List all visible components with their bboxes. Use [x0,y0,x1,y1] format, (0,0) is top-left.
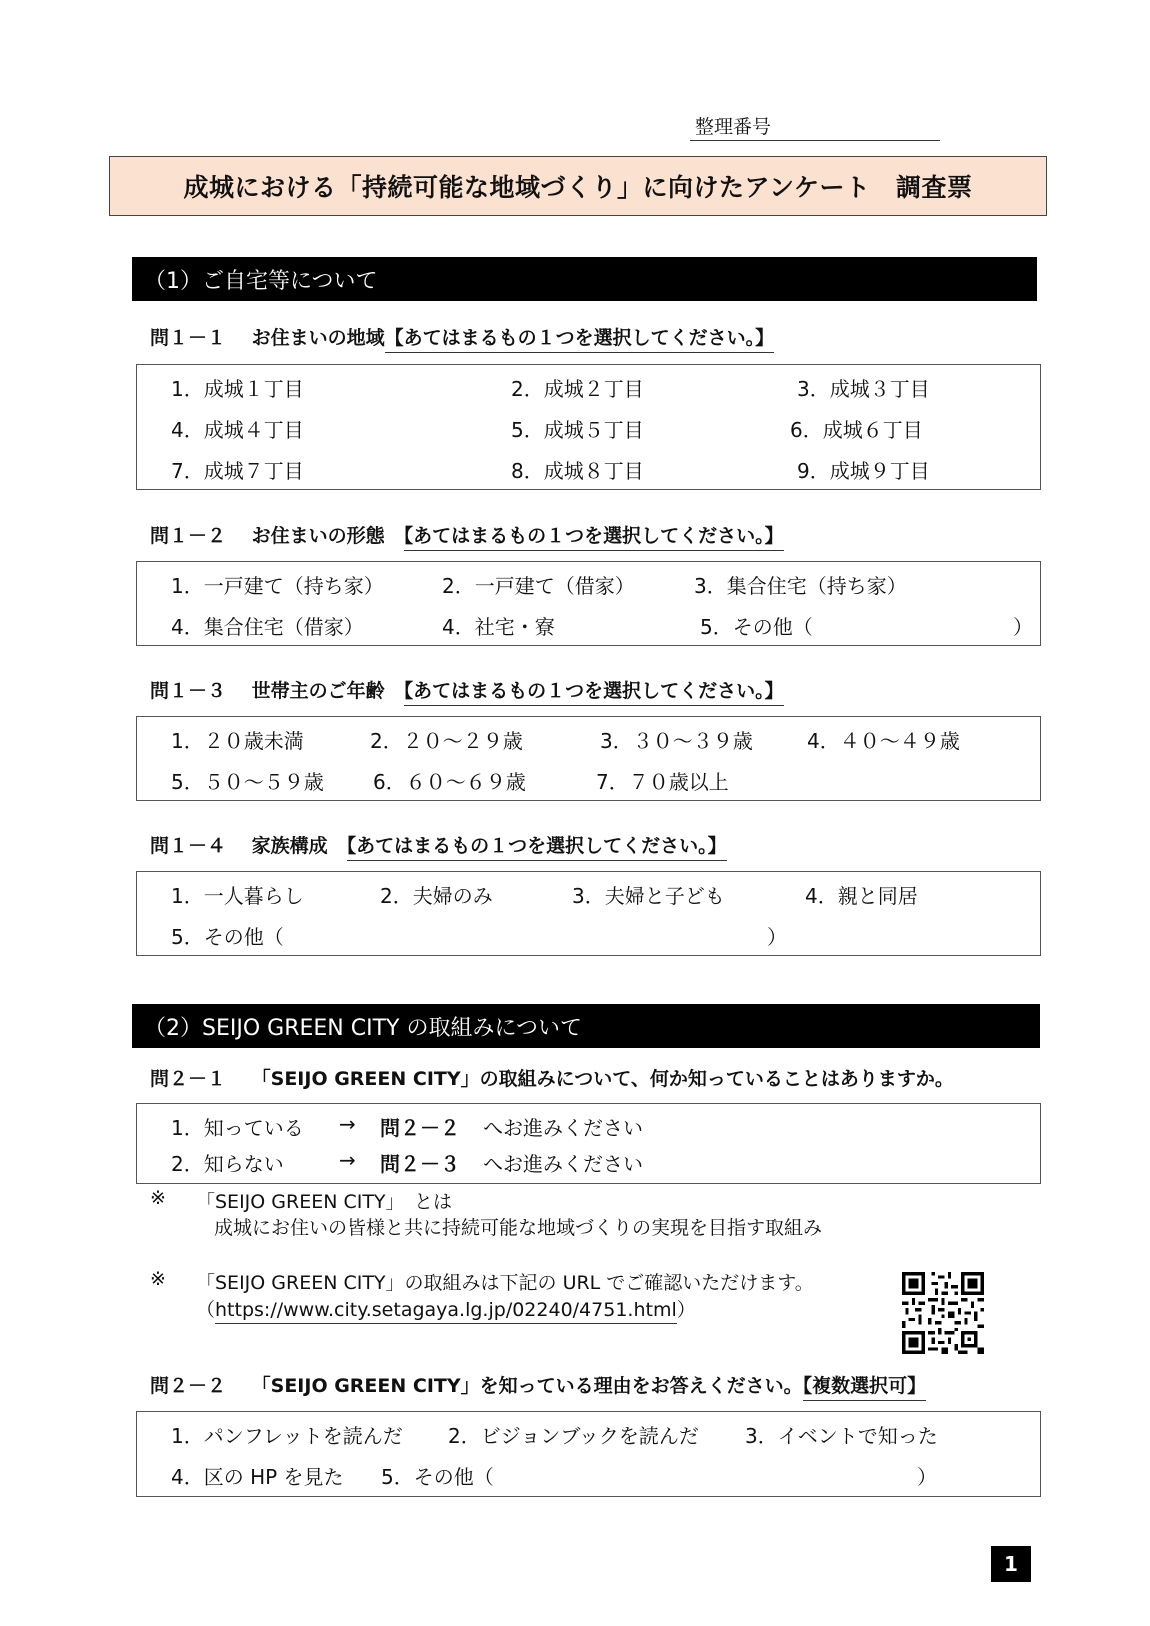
q2-1-text: 「SEIJO GREEN CITY」の取組みについて、何か知っていることはありますか。 [251,1068,954,1090]
q2-2-option-5-other[interactable]: 5．その他（ [381,1465,494,1489]
q1-3-option-7[interactable]: 7．７０歳以上 [596,770,729,794]
q1-3-header [150,676,784,703]
section1-heading: （1）ご自宅等について [132,257,1037,301]
seiri-number-label: 整理番号 [695,116,772,138]
q1-2-header [150,521,784,548]
note1-mark: ※ [150,1187,166,1209]
page-number: 1 [991,1546,1031,1582]
q2-2-option-2[interactable]: 2．ビジョンブックを読んだ [448,1424,699,1448]
q1-1-options-box [136,364,1041,490]
q1-3-options-box [136,716,1041,801]
q1-1-option-7[interactable]: 7．成城７丁目 [171,459,304,483]
q1-2-number: 問１－２ [150,525,227,547]
note2-url-line [196,1295,696,1322]
q1-4-number: 問１－４ [150,835,227,857]
q2-2-number: 問２－２ [150,1375,227,1397]
q2-2-option-4[interactable]: 4．区の HP を見た [171,1465,344,1489]
q1-3-option-5[interactable]: 5．５０～５９歳 [171,770,324,794]
q1-2-option-6-close: ） [1013,615,1033,639]
q1-4-option-5-close: ） [767,925,787,949]
q1-2-option-6-other[interactable]: 5．その他（ [700,615,813,639]
q1-3-option-6[interactable]: 6．６０～６９歳 [373,770,526,794]
note1-line2: 成城にお住いの皆様と共に持続可能な地域づくりの実現を目指す取組み [214,1217,823,1239]
q1-4-option-1[interactable]: 1．一人暮らし [171,884,304,908]
url-close-paren: ） [676,1299,696,1321]
q2-2-instruction: 【複数選択可】 [803,1375,927,1401]
q1-4-option-4[interactable]: 4．親と同居 [805,884,918,908]
q2-1-option-1-suffix: へお進みください [483,1116,643,1140]
q1-2-label: お住まいの形態 [251,525,385,547]
q1-3-option-4[interactable]: 4．４０～４９歳 [807,729,960,753]
q1-1-option-5[interactable]: 5．成城５丁目 [511,418,644,442]
q1-1-option-8[interactable]: 8．成城８丁目 [511,459,644,483]
q1-4-instruction: 【あてはまるもの１つを選択してください。】 [347,835,727,861]
q2-1-option-2-arrow: → [339,1148,356,1172]
q2-1-options-box [136,1103,1041,1184]
q1-3-option-3[interactable]: 3．３０～３９歳 [600,729,753,753]
q2-1-option-2[interactable]: 2．知らない [171,1152,284,1176]
q1-4-option-2[interactable]: 2．夫婦のみ [380,884,493,908]
q1-3-number: 問１－３ [150,680,227,702]
q1-3-instruction: 【あてはまるもの１つを選択してください。】 [404,680,784,706]
q2-2-option-3[interactable]: 3．イベントで知った [745,1424,938,1448]
page-title: 成城における「持続可能な地域づくり」に向けたアンケート 調査票 [109,156,1047,216]
q2-2-option-1[interactable]: 1．パンフレットを読んだ [171,1424,403,1448]
q1-3-option-1[interactable]: 1．２０歳未満 [171,729,304,753]
note1-line1: 「SEIJO GREEN CITY」 とは [196,1191,453,1213]
q1-1-instruction: 【あてはまるもの１つを選択してください。】 [385,327,775,353]
url-open-paren: （ [196,1299,216,1321]
q2-1-option-2-suffix: へお進みください [483,1152,643,1176]
q1-2-option-2[interactable]: 2．一戸建て（借家） [442,574,635,598]
q1-3-option-2[interactable]: 2．２０～２９歳 [370,729,523,753]
q2-1-option-1-arrow: → [339,1112,356,1136]
q1-2-option-3[interactable]: 3．集合住宅（持ち家） [694,574,907,598]
q1-1-option-6[interactable]: 6．成城６丁目 [790,418,923,442]
q1-2-options-box [136,561,1041,646]
q1-1-option-3[interactable]: 3．成城３丁目 [797,377,930,401]
q2-2-header [150,1371,926,1398]
q1-4-option-5-other[interactable]: 5．その他（ [171,925,284,949]
seiri-number-field[interactable] [690,140,940,141]
q2-1-option-1-goto: 問２－２ [380,1116,460,1140]
q2-2-options-box [136,1411,1041,1497]
q1-2-option-5[interactable]: 4．社宅・寮 [442,615,555,639]
q1-3-label: 世帯主のご年齢 [251,680,385,702]
q1-1-number: 問１－１ [150,327,227,349]
q2-1-number: 問２－１ [150,1068,227,1090]
note2-mark: ※ [150,1268,166,1290]
q1-1-option-2[interactable]: 2．成城２丁目 [511,377,644,401]
q2-1-option-1[interactable]: 1．知っている [171,1116,304,1140]
q1-2-option-4[interactable]: 4．集合住宅（借家） [171,615,364,639]
q1-2-option-1[interactable]: 1．一戸建て（持ち家） [171,574,384,598]
q1-4-header [150,831,727,858]
qr-code-icon [902,1272,984,1354]
q2-1-header [150,1064,954,1091]
q1-1-header [150,323,774,350]
q1-1-option-4[interactable]: 4．成城４丁目 [171,418,304,442]
q2-1-option-2-goto: 問２－３ [380,1152,460,1176]
note2-line1: 「SEIJO GREEN CITY」の取組みは下記の URL でご確認いただけます。 [196,1272,814,1294]
seijo-green-city-url-link[interactable]: https://www.city.setagaya.lg.jp/02240/4751.html [215,1299,677,1324]
q1-4-options-box [136,871,1041,956]
section2-heading: （2）SEIJO GREEN CITY の取組みについて [132,1004,1040,1048]
q1-4-option-3[interactable]: 3．夫婦と子ども [572,884,725,908]
q1-2-instruction: 【あてはまるもの１つを選択してください。】 [404,525,784,551]
q1-4-label: 家族構成 [251,835,328,857]
q1-1-option-9[interactable]: 9．成城９丁目 [797,459,930,483]
q1-1-label: お住まいの地域 [251,327,385,349]
q2-2-option-5-close: ） [917,1465,937,1489]
q2-2-text: 「SEIJO GREEN CITY」を知っている理由をお答えください。 [251,1375,803,1397]
q1-1-option-1[interactable]: 1．成城１丁目 [171,377,304,401]
